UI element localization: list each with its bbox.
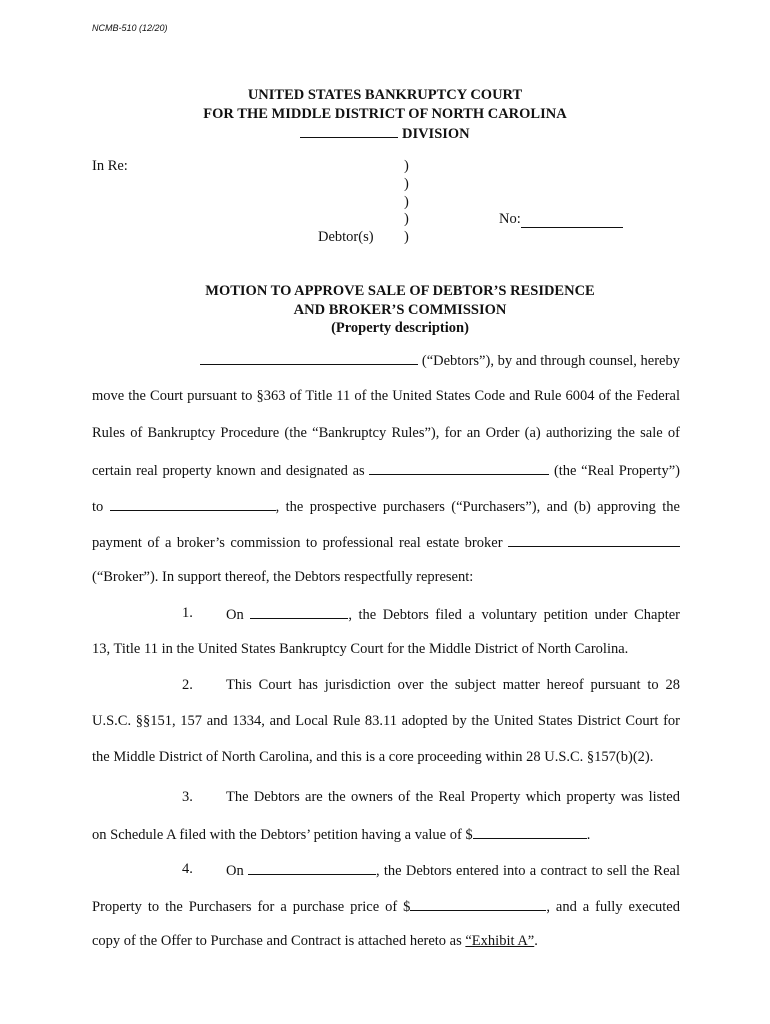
debtor-label: Debtor(s) [318, 229, 374, 245]
paragraph-line: 13, Title 11 in the United States Bankruptcy Court for the Middle District of North Carolina. [92, 641, 629, 657]
property-description: (Property description) [331, 320, 469, 336]
exhibit-a-link[interactable]: “Exhibit A” [465, 933, 535, 949]
caption-paren: ) [404, 158, 409, 174]
paragraph-number: 1. [182, 605, 193, 621]
case-caption [0, 0, 770, 260]
motion-title [0, 282, 770, 338]
in-re-label: In Re: [92, 158, 128, 174]
paragraph-number: 3. [182, 789, 193, 805]
caption-paren: ) [404, 193, 409, 210]
broker-blank[interactable] [508, 533, 680, 547]
motion-title-line: MOTION TO APPROVE SALE OF DEBTOR’S RESIDENCE [205, 283, 595, 299]
intro-line: payment of a broker’s commission to professional real estate broker [92, 533, 680, 552]
paragraph-line: copy of the Offer to Purchase and Contract is attached hereto as “Exhibit A”. [92, 933, 538, 949]
property-value-blank[interactable] [473, 825, 587, 839]
intro-line: (“Broker”). In support thereof, the Debtors respectfully represent: [92, 569, 474, 585]
petition-date-blank[interactable] [250, 605, 348, 619]
division-label: DIVISION [401, 126, 470, 142]
intro-line: (“Debtors”), by and through counsel, hereby [180, 351, 680, 370]
caption-paren: ) [404, 211, 409, 228]
paragraph-line: The Debtors are the owners of the Real Property which property was listed [226, 789, 680, 805]
caption-parentheses [404, 158, 409, 247]
case-number-blank[interactable] [521, 212, 623, 228]
case-number [499, 211, 623, 228]
intro-line: Rules of Bankruptcy Procedure (the “Bankruptcy Rules”), for an Order (a) authorizing the sale of [92, 425, 680, 441]
paragraph-line: on Schedule A filed with the Debtors’ petition having a value of $ . [92, 827, 591, 843]
caption-paren: ) [404, 175, 409, 192]
purchasers-blank[interactable] [110, 497, 276, 511]
paragraph-number: 2. [182, 677, 193, 693]
intro-line: to , the prospective purchasers (“Purchasers”), and (b) approving the [92, 499, 680, 515]
motion-title-line: AND BROKER’S COMMISSION [293, 301, 507, 318]
property-address-blank[interactable] [369, 461, 549, 475]
paragraph-line: On , the Debtors filed a voluntary petition under Chapter [226, 607, 680, 623]
paragraph-line: This Court has jurisdiction over the subject matter hereof pursuant to 28 [226, 677, 680, 693]
intro-line: certain real property known and designated as (the “Real Property”) [92, 463, 680, 479]
court-name: UNITED STATES BANKRUPTCY COURT [247, 87, 523, 103]
intro-line: move the Court pursuant to §363 of Title 11 of the United States Code and Rule 6004 of the Federal [92, 388, 680, 404]
case-number-label: No: [499, 211, 521, 227]
paragraph-line: Property to the Purchasers for a purchase price of $ , and a fully executed [92, 899, 680, 915]
paragraph-number: 4. [182, 861, 193, 877]
paragraph-line: On , the Debtors entered into a contract to sell the Real [226, 863, 680, 879]
paragraph-line: U.S.C. §§151, 157 and 1334, and Local Rule 83.11 adopted by the United States District Court for [92, 713, 680, 729]
paragraph-line: the Middle District of North Carolina, and this is a core proceeding within 28 U.S.C. §157(b)(2). [92, 749, 654, 765]
court-district: FOR THE MIDDLE DISTRICT OF NORTH CAROLINA [203, 106, 567, 122]
debtors-name-blank[interactable] [200, 351, 418, 365]
purchase-price-blank[interactable] [410, 897, 546, 911]
form-id: NCMB-510 (12/20) [92, 23, 168, 33]
caption-paren: ) [404, 229, 409, 246]
contract-date-blank[interactable] [248, 861, 376, 875]
